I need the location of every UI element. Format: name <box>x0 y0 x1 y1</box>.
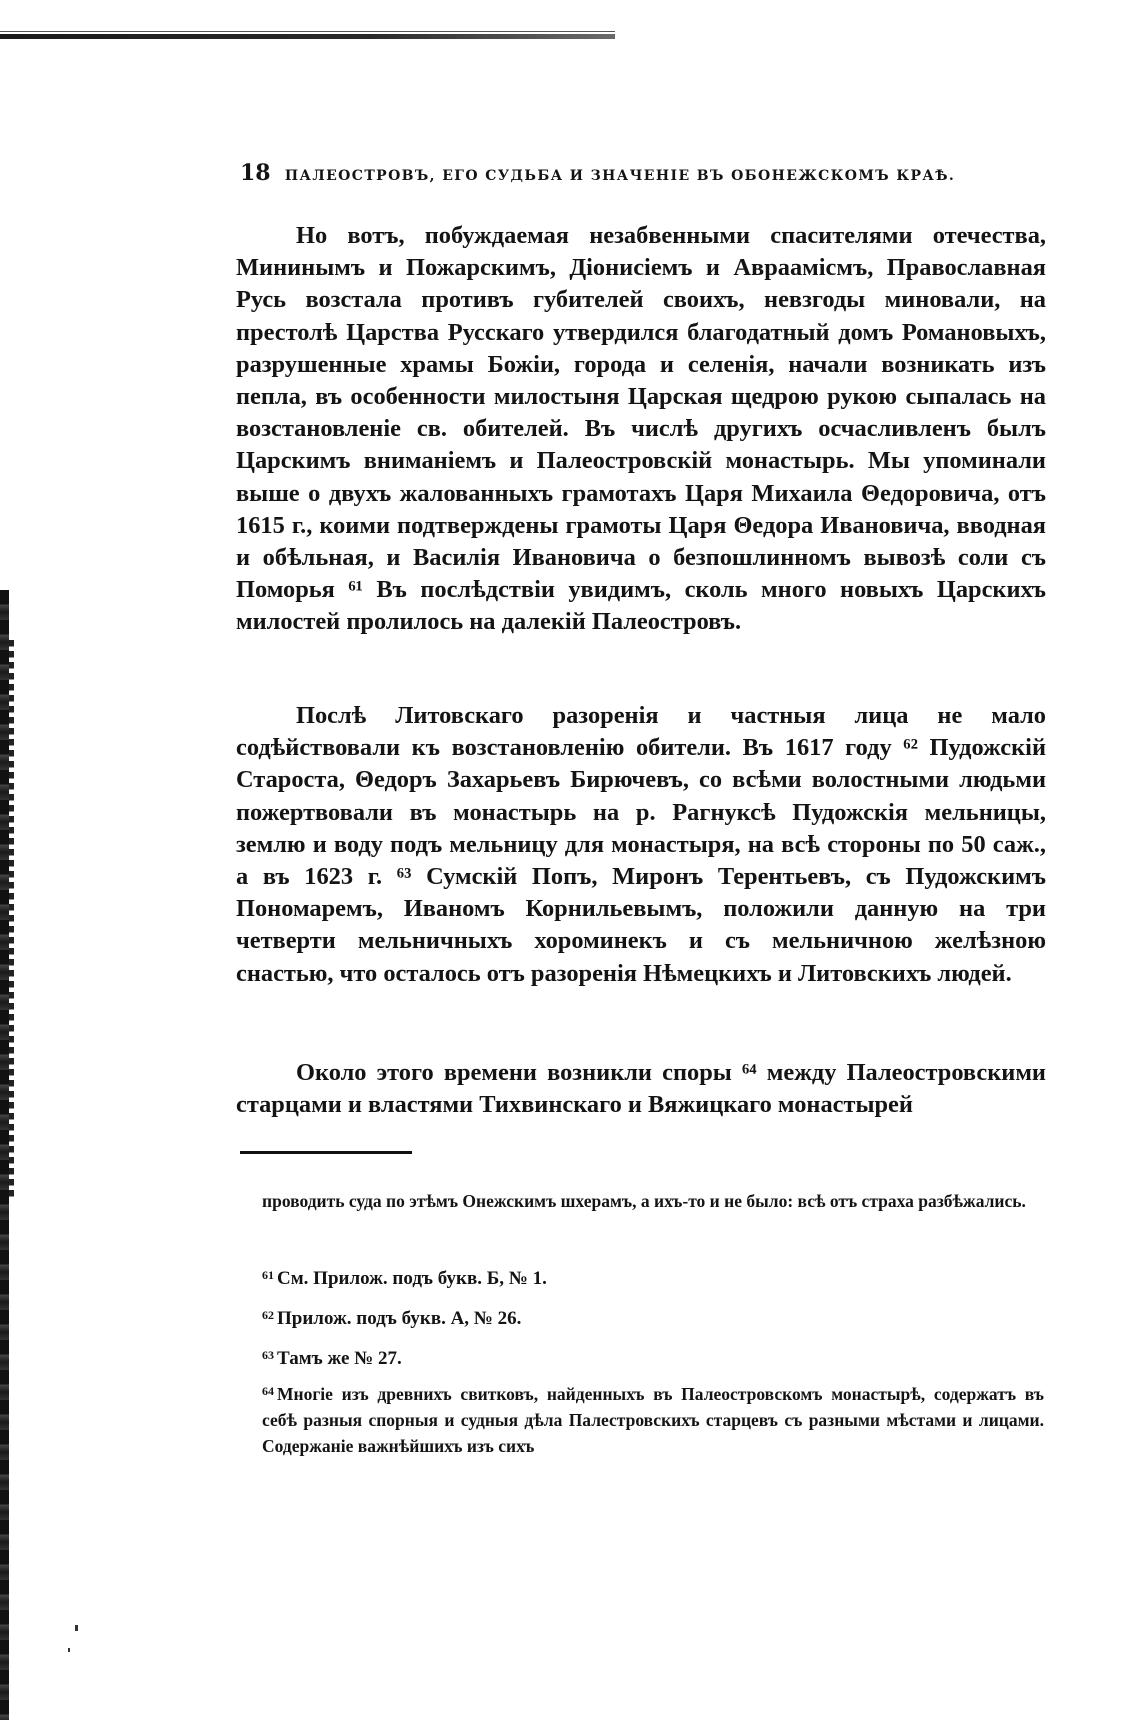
footnote-text: См. Прилож. подъ букв. Б, № 1. <box>277 1268 547 1289</box>
scan-edge-line <box>0 34 615 39</box>
footnote <box>262 1378 1044 1459</box>
scan-speck <box>75 1625 78 1631</box>
footnote-mark: 62 <box>262 1308 274 1322</box>
footnote-separator <box>240 1151 412 1154</box>
running-title: ПАЛЕОСТРОВЪ, ЕГО СУДЬБА И ЗНАЧЕНІЕ ВЪ ОБОНЕЖСКОМЪ КРАѢ. <box>284 168 956 184</box>
footnote-mark: 64 <box>262 1384 274 1398</box>
footnote <box>262 1342 1044 1372</box>
paragraph: Но вотъ, побуждаемая незабвенными спасителями отечества, Мининымъ и Пожарскимъ, Діонисіемъ и Авраамісмъ, Православная Русь возстала противъ губителей своихъ, невзгоды миновали, на престолѣ Царства Русскаго утвердился благодатный домъ Романовыхъ, разрушенные храмы Божіи, города и селенія, начали возникать изъ пепла, въ особенности милостыня Царская щедрою рукою сыпалась на возстановленіе св. обителей. Въ числѣ другихъ осчасливленъ былъ Царскимъ вниманіемъ и Палеостровскій монастырь. Мы упоминали выше о двухъ жалованныхъ грамотахъ Царя Михаила Θедоровича, отъ 1615 г., коими подтверждены грамоты Царя Θедора Ивановича, вводная и обѣльная, и Василія Ивановича о безпошлинномъ вывозѣ соли съ Поморья ⁶¹ Въ послѣдствіи увидимъ, сколь много новыхъ Царскихъ милостей пролилось на далекій Палеостровъ. <box>236 222 1046 636</box>
footnote-text: Прилож. подъ букв. А, № 26. <box>277 1308 522 1329</box>
footnote-mark: 61 <box>262 1268 274 1282</box>
paragraph: Послѣ Литовскаго разоренія и частныя лица не мало содѣйствовали къ возстановленію обители. Въ 1617 году ⁶² Пудожскій Староста, Θедоръ Захарьевъ Бирючевъ, со всѣми волостными людьми пожертвовали въ монастырь на р. Рагнуксѣ Пудожскія мельницы, землю и воду подъ мельницу для монастыря, на всѣ стороны по 50 саж., а въ 1623 г. ⁶³ Сумскій Попъ, Миронъ Терентьевъ, съ Пудожскимъ Пономаремъ, Иваномъ Корнильевымъ, положили данную на три четверти мельничныхъ хороминекъ и съ мельничною желѣзною снастью, что осталось отъ разоренія Нѣмецкихъ и Литовскихъ людей. <box>236 702 1046 987</box>
footnote-text: Тамъ же № 27. <box>277 1348 402 1369</box>
page-number: 18 <box>240 160 271 186</box>
running-header <box>240 160 1040 186</box>
paragraph: Около этого времени возникли споры ⁶⁴ между Палеостровскими старцами и властями Тихвинскаго и Вяжицкаго монастырей <box>236 1059 1046 1119</box>
footnote-text: проводить суда по этѣмъ Онежскимъ шхерамъ, а ихъ-то и не было: всѣ отъ страха разбѣжались. <box>262 1191 1026 1211</box>
scan-left-binding-shadow <box>9 640 14 1200</box>
footnote-mark: 63 <box>262 1348 274 1362</box>
scan-left-binding-edge <box>0 590 9 1720</box>
scan-edge-line-thin <box>0 31 615 32</box>
footnote <box>262 1302 1044 1332</box>
footnote-continuation <box>262 1188 1044 1214</box>
footnote-text: Многіе изъ древнихъ свитковъ, найденныхъ въ Палеостровскомъ монастырѣ, содержатъ въ себѣ разныя спорныя и судныя дѣла Палестровскихъ старцевъ съ разными мѣстами и лицами. Содержаніе важнѣйшихъ изъ сихъ <box>262 1384 1044 1456</box>
footnote <box>262 1262 1044 1292</box>
scan-speck <box>68 1648 70 1652</box>
